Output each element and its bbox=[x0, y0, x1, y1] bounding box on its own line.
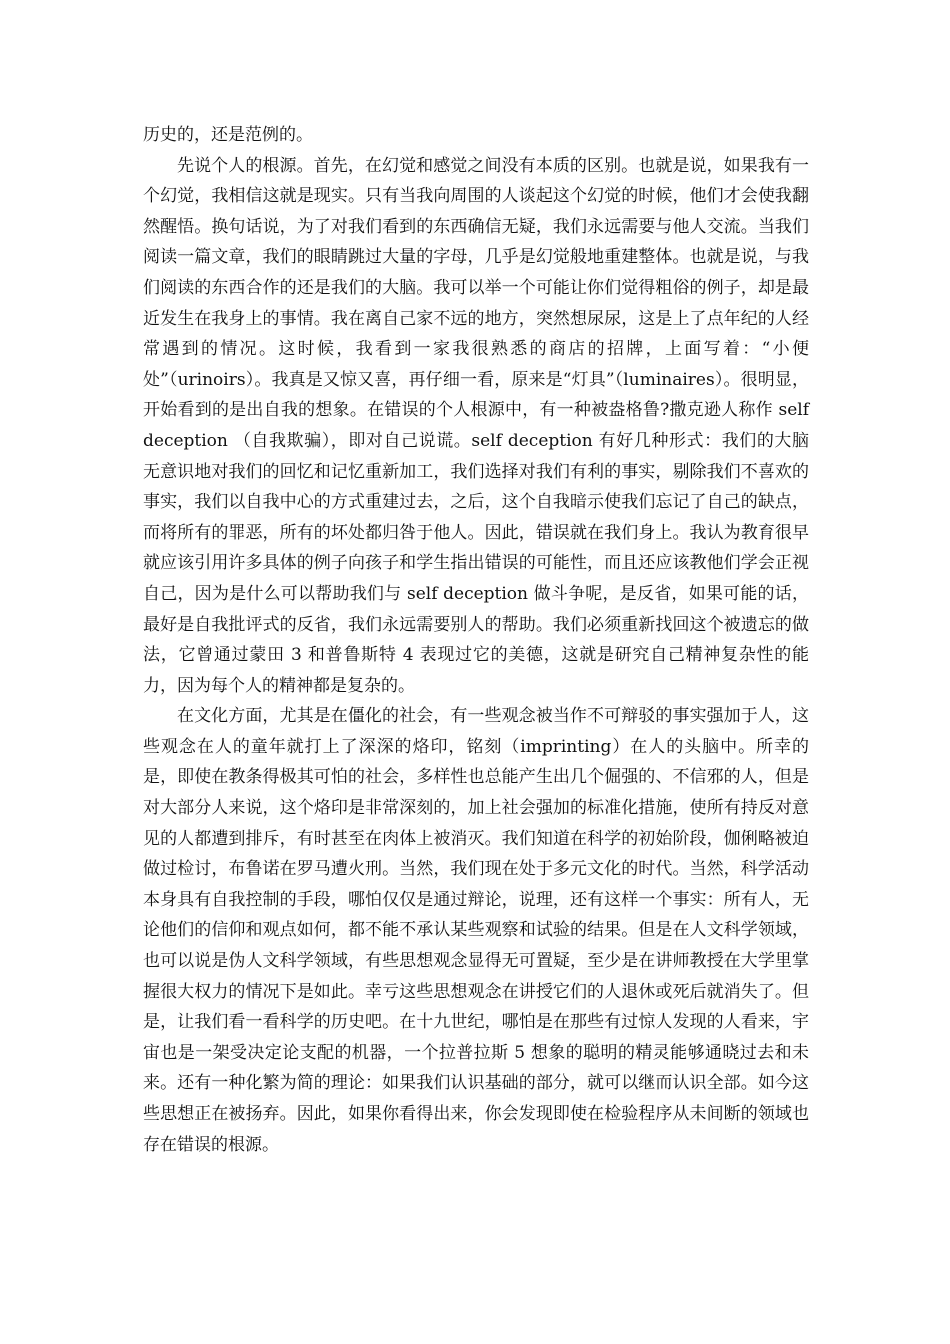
document-page bbox=[143, 120, 809, 1160]
paragraph-cultural-roots: 在文化方面，尤其是在僵化的社会，有一些观念被当作不可辩驳的事实强加于人，这些观念在人的童年就打上了深深的烙印，铭刻（imprinting）在人的头脑中。所幸的是，即使在教条得极其可怕的社会，多样性也总能产生出几个倔强的、不信邪的人，但是对大部分人来说，这个烙印是非常深刻的，加上社会强加的标准化措施，使所有持反对意见的人都遭到排斥，有时甚至在肉体上被消灭。我们知道在科学的初始阶段，伽俐略被迫做过检讨，布鲁诺在罗马遭火刑。当然，我们现在处于多元文化的时代。当然，科学活动本身具有自我控制的手段，哪怕仅仅是通过辩论，说理，还有这样一个事实：所有人，无论他们的信仰和观点如何，都不能不承认某些观察和试验的结果。但是在人文科学领域，也可以说是伪人文科学领域，有些思想观念显得无可置疑，至少是在讲师教授在大学里掌握很大权力的情况下是如此。幸亏这些思想观念在讲授它们的人退休或死后就消失了。但是，让我们看一看科学的历史吧。在十九世纪，哪怕是在那些有过惊人发现的人看来，宇宙也是一架受决定论支配的机器，一个拉普拉斯 5 想象的聪明的精灵能够通晓过去和未来。还有一种化繁为简的理论：如果我们认识基础的部分，就可以继而认识全部。如今这些思想正在被扬弃。因此，如果你看得出来，你会发现即使在检验程序从未间断的领域也存在错误的根源。 bbox=[143, 706, 809, 1155]
paragraph-individual-roots: 先说个人的根源。首先，在幻觉和感觉之间没有本质的区别。也就是说，如果我有一个幻觉，我相信这就是现实。只有当我向周围的人谈起这个幻觉的时候，他们才会使我翻然醒悟。换句话说，为了对我们看到的东西确信无疑，我们永远需要与他人交流。当我们阅读一篇文章，我们的眼睛跳过大量的字母，几乎是幻觉般地重建整体。也就是说，与我们阅读的东西合作的还是我们的大脑。我可以举一个可能让你们觉得粗俗的例子，却是最近发生在我身上的事情。我在离自己家不远的地方，突然想尿尿，这是上了点年纪的人经常遇到的情况。这时候，我看到一家我很熟悉的商店的招牌，上面写着：“小便处”（urinoirs）。我真是又惊又喜，再仔细一看，原来是“灯具”（luminaires）。很明显，开始看到的是出自我的想象。在错误的个人根源中，有一种被盎格鲁?撒克逊人称作 self deception （自我欺骗），即对自己说谎。self deception 有好几种形式：我们的大脑无意识地对我们的回忆和记忆重新加工，我们选择对我们有利的事实，剔除我们不喜欢的事实，我们以自我中心的方式重建过去，之后，这个自我暗示使我们忘记了自己的缺点，而将所有的罪恶，所有的坏处都归咎于他人。因此，错误就在我们身上。我认为教育很早就应该引用许多具体的例子向孩子和学生指出错误的可能性，而且还应该教他们学会正视自己，因为是什么可以帮助我们与 self deception 做斗争呢，是反省，如果可能的话，最好是自我批评式的反省，我们永远需要别人的帮助。我们必须重新找回这个被遗忘的做法，它曾通过蒙田 3 和普鲁斯特 4 表现过它的美德，这就是研究自己精神复杂性的能力，因为每个人的精神都是复杂的。 bbox=[143, 155, 809, 696]
paragraph-continuation: 历史的，还是范例的。 bbox=[143, 125, 313, 145]
